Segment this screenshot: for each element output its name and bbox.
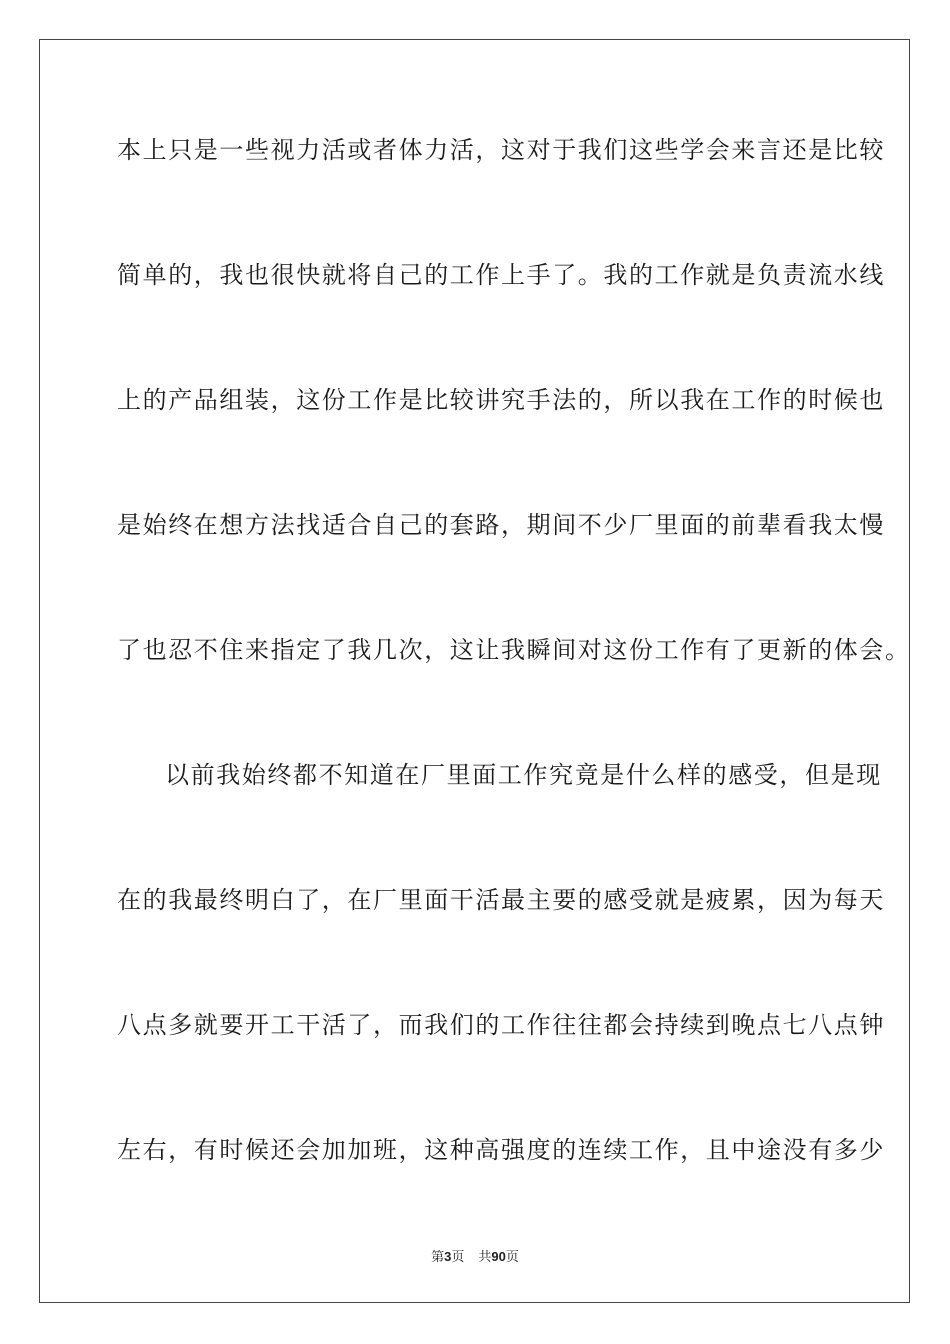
text-line: 上的产品组装，这份工作是比较讲究手法的，所以我在工作的时候也 [117,386,885,414]
text-line: 了也忍不住来指定了我几次，这让我瞬间对这份工作有了更新的体会。 [117,636,911,664]
page-number: 3 [444,1249,452,1264]
text-line: 八点多就要开工干活了，而我们的工作往往都会持续到晚点七八点钟 [117,1011,885,1039]
text-line: 在的我最终明白了，在厂里面干活最主要的感受就是疲累，因为每天 [117,886,885,914]
total-pages: 90 [491,1249,506,1264]
page-prefix: 第 [431,1250,445,1265]
page-footer [0,1248,950,1267]
text-line: 简单的，我也很快就将自己的工作上手了。我的工作就是负责流水线 [117,261,885,289]
total-suffix: 页 [505,1250,519,1265]
text-line: 本上只是一些视力活或者体力活，这对于我们这些学会来言还是比较 [117,136,885,164]
text-line: 左右，有时候还会加加班，这种高强度的连续工作，且中途没有多少 [117,1136,885,1164]
text-line: 是始终在想方法找适合自己的套路，期间不少厂里面的前辈看我太慢 [117,511,885,539]
paragraph-first-line: 以前我始终都不知道在厂里面工作究竟是什么样的感受，但是现 [165,761,882,789]
page-border [39,39,910,1303]
page-suffix: 页 [451,1250,465,1265]
total-prefix: 共 [478,1250,492,1265]
